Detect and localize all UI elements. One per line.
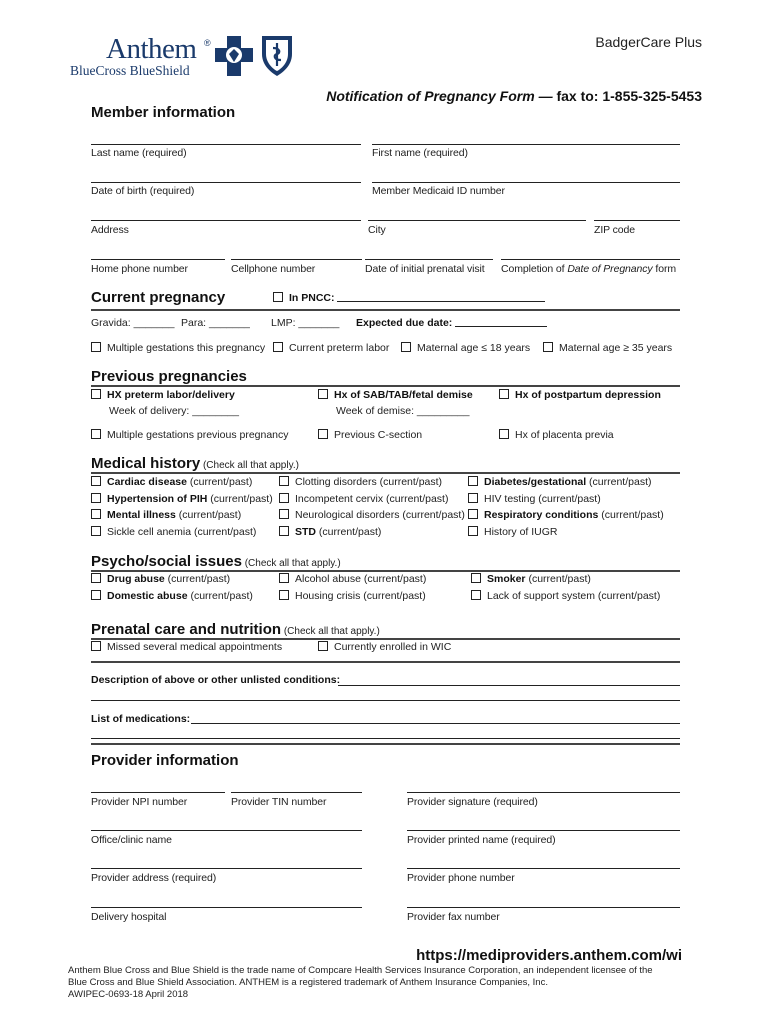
checkbox[interactable] — [91, 573, 101, 583]
checkbox[interactable] — [468, 476, 478, 486]
medical-option[interactable] — [468, 526, 558, 538]
medications-field[interactable] — [191, 723, 680, 724]
tin-field[interactable] — [231, 792, 362, 793]
option-label: Multiple gestations previous pregnancy — [107, 429, 289, 441]
option-label: (current/past) — [598, 509, 664, 521]
zip-label: ZIP code — [594, 224, 636, 236]
preterm-labor-option[interactable] — [273, 342, 389, 354]
anthem-logo — [68, 30, 308, 80]
option-label: Current preterm labor — [289, 342, 390, 354]
medical-history-heading — [91, 455, 299, 472]
option-label: (current/past) — [164, 573, 231, 585]
blue-shield-icon — [258, 32, 296, 78]
option-label: Neurological disorders (current/past) — [295, 509, 465, 521]
current-pregnancy-rule — [91, 309, 680, 311]
medications-field-line2[interactable] — [91, 738, 680, 739]
provider-phone-label: Provider phone number — [407, 872, 515, 884]
completion-pre: Completion of — [501, 263, 568, 275]
npi-label: Provider NPI number — [91, 796, 188, 808]
option-bold: Cardiac disease — [107, 476, 187, 488]
option-label: (current/past) — [186, 476, 253, 488]
option-bold: STD — [295, 526, 316, 538]
cell-phone-label: Cellphone number — [231, 263, 316, 275]
checkbox[interactable] — [318, 389, 328, 399]
checkbox[interactable] — [91, 389, 101, 399]
prenatal-rule — [91, 638, 680, 640]
form-title — [326, 88, 702, 104]
option-label: HX preterm labor/delivery — [107, 389, 235, 401]
signature-field[interactable] — [407, 792, 680, 793]
medications-label: List of medications: — [91, 713, 191, 725]
option-label: Sickle cell anemia (current/past) — [107, 526, 257, 538]
option-label: HIV testing (current/past) — [484, 493, 601, 505]
checkbox[interactable] — [91, 526, 101, 536]
option-label: Currently enrolled in WIC — [334, 641, 452, 653]
checkbox[interactable] — [91, 493, 101, 503]
option-label: Hx of postpartum depression — [515, 389, 661, 401]
completion-post: form — [652, 263, 677, 275]
option-bold: Respiratory conditions — [484, 509, 599, 521]
option-bold: Domestic abuse — [107, 590, 188, 602]
fax-number: fax to: 1-855-325-5453 — [556, 88, 702, 104]
brand-registered-mark: ® — [204, 38, 211, 48]
in-pncc-row — [273, 292, 545, 304]
medical-option[interactable] — [279, 526, 381, 538]
medical-history-rule — [91, 472, 680, 474]
medical-option[interactable] — [468, 509, 664, 521]
office-label: Office/clinic name — [91, 834, 172, 846]
week-demise-field[interactable]: Week of demise: _________ — [336, 405, 470, 417]
checkbox[interactable] — [91, 641, 101, 651]
placenta-previa-option[interactable] — [499, 429, 614, 441]
checkbox[interactable] — [471, 590, 481, 600]
brand-subtitle: BlueCross BlueShield — [70, 63, 190, 78]
option-label: Lack of support system (current/past) — [487, 590, 661, 602]
multiple-prev-option[interactable] — [91, 429, 289, 441]
option-label: Maternal age ≤ 18 years — [417, 342, 531, 354]
in-pncc-checkbox[interactable] — [273, 292, 283, 302]
delivery-hospital-label: Delivery hospital — [91, 911, 167, 923]
psycho-option[interactable] — [279, 590, 426, 602]
option-bold: Smoker — [487, 573, 526, 585]
option-label: Hx of SAB/TAB/fetal demise — [334, 389, 473, 401]
medical-option[interactable] — [279, 509, 465, 521]
checkbox[interactable] — [318, 641, 328, 651]
city-field[interactable] — [368, 220, 586, 221]
dob-label: Date of birth (required) — [91, 185, 195, 197]
checkbox[interactable] — [499, 429, 509, 439]
prev-csection-option[interactable] — [318, 429, 422, 441]
option-bold: Hypertension of PIH — [107, 493, 208, 505]
week-delivery-field[interactable]: Week of delivery: ________ — [109, 405, 239, 417]
option-label: Maternal age ≥ 35 years — [559, 342, 673, 354]
previous-pregnancies-heading: Previous pregnancies — [91, 368, 247, 385]
initial-visit-label: Date of initial prenatal visit — [365, 263, 485, 275]
option-bold: Diabetes/gestational — [484, 476, 587, 488]
checkbox[interactable] — [279, 590, 289, 600]
brand-name: Anthem — [106, 33, 197, 65]
checkbox[interactable] — [91, 476, 101, 486]
missed-appointments-option[interactable] — [91, 641, 282, 653]
due-date-label: Expected due date: — [356, 317, 453, 329]
hx-preterm-option[interactable] — [91, 389, 235, 401]
medical-option[interactable] — [91, 526, 256, 538]
medical-option[interactable] — [91, 509, 241, 521]
member-information-heading: Member information — [91, 104, 236, 121]
checkbox[interactable] — [279, 476, 289, 486]
psycho-social-rule — [91, 570, 680, 572]
option-label: Housing crisis (current/past) — [295, 590, 426, 602]
due-date-field[interactable] — [455, 317, 547, 327]
psycho-option[interactable] — [91, 590, 253, 602]
option-label: Missed several medical appointments — [107, 641, 283, 653]
hx-sab-option[interactable] — [318, 389, 473, 401]
first-name-field[interactable] — [372, 144, 680, 145]
provider-address-label: Provider address (required) — [91, 872, 217, 884]
completion-date-label — [501, 263, 676, 275]
checkbox[interactable] — [279, 526, 289, 536]
dob-field[interactable] — [91, 182, 361, 183]
option-label: History of IUGR — [484, 526, 558, 538]
checkbox[interactable] — [279, 573, 289, 583]
hx-postpartum-option[interactable] — [499, 389, 661, 401]
option-label: Clotting disorders (current/past) — [295, 476, 443, 488]
home-phone-field[interactable] — [91, 259, 225, 260]
option-label: Alcohol abuse (current/past) — [295, 573, 427, 585]
psycho-social-note: (Check all that apply.) — [241, 558, 341, 569]
checkbox[interactable] — [91, 509, 101, 519]
npi-field[interactable] — [91, 792, 225, 793]
provider-fax-field[interactable] — [407, 907, 680, 908]
city-label: City — [368, 224, 386, 236]
medical-option[interactable] — [468, 493, 601, 505]
delivery-hospital-field[interactable] — [91, 907, 362, 908]
prenatal-heading — [91, 621, 380, 638]
medications-row — [91, 713, 190, 725]
provider-top-rule — [91, 743, 680, 745]
checkbox[interactable] — [91, 429, 101, 439]
checkbox[interactable] — [499, 389, 509, 399]
psycho-social-title: Psycho/social issues — [91, 553, 242, 570]
medicaid-id-label: Member Medicaid ID number — [372, 185, 505, 197]
completion-italic: Date of Pregnancy — [567, 263, 653, 275]
address-field[interactable] — [91, 220, 361, 221]
psycho-option[interactable] — [91, 573, 230, 585]
cell-phone-field[interactable] — [231, 259, 362, 260]
description-row — [91, 674, 340, 686]
last-name-field[interactable] — [91, 144, 361, 145]
form-title-text: Notification of Pregnancy Form — — [326, 88, 557, 104]
option-label: Multiple gestations this pregnancy — [107, 342, 266, 354]
medical-option[interactable] — [91, 476, 252, 488]
medical-history-note: (Check all that apply.) — [200, 460, 299, 471]
in-pncc-label: In PNCC: — [289, 292, 335, 304]
psycho-option[interactable] — [471, 590, 660, 602]
address-label: Address — [91, 224, 129, 236]
checkbox[interactable] — [279, 493, 289, 503]
option-label: Hx of placenta previa — [515, 429, 614, 441]
psycho-social-heading — [91, 553, 341, 570]
completion-date-field[interactable] — [501, 259, 680, 260]
blue-cross-icon — [213, 34, 255, 78]
printed-name-field[interactable] — [407, 830, 680, 831]
current-pregnancy-heading: Current pregnancy — [91, 289, 226, 306]
checkbox[interactable] — [471, 573, 481, 583]
home-phone-label: Home phone number — [91, 263, 188, 275]
footer-code: AWIPEC-0693-18 April 2018 — [68, 989, 189, 1000]
medical-option[interactable] — [91, 493, 273, 505]
checkbox[interactable] — [468, 509, 478, 519]
medical-option[interactable] — [468, 476, 651, 488]
previous-pregnancies-rule — [91, 385, 680, 387]
footer-legal-line2: Blue Cross and Blue Shield Association. ANTHEM is a registered trademark of Anthem Insurance Companies, Inc. — [68, 977, 548, 988]
checkbox[interactable] — [318, 429, 328, 439]
description-field-line2[interactable] — [91, 700, 680, 701]
option-label: (current/past) — [187, 590, 253, 602]
option-label: (current/past) — [316, 526, 382, 538]
first-name-label: First name (required) — [372, 147, 468, 159]
medical-option[interactable] — [279, 493, 448, 505]
description-field[interactable] — [338, 685, 680, 686]
checkbox[interactable] — [91, 342, 101, 352]
description-label: Description of above or other unlisted conditions: — [91, 674, 341, 686]
prenatal-note: (Check all that apply.) — [281, 626, 380, 637]
provider-fax-label: Provider fax number — [407, 911, 500, 923]
option-label: (current/past) — [586, 476, 652, 488]
psycho-option[interactable] — [471, 573, 591, 585]
checkbox[interactable] — [279, 509, 289, 519]
signature-label: Provider signature (required) — [407, 796, 538, 808]
para-field[interactable]: Para: _______ — [181, 317, 250, 329]
lmp-field[interactable]: LMP: _______ — [271, 317, 340, 329]
prenatal-bottom-rule — [91, 661, 680, 663]
medical-history-title: Medical history — [91, 455, 201, 472]
provider-phone-field[interactable] — [407, 868, 680, 869]
tin-label: Provider TIN number — [231, 796, 327, 808]
office-field[interactable] — [91, 830, 362, 831]
due-date-row — [356, 317, 547, 329]
gravida-field[interactable]: Gravida: _______ — [91, 317, 175, 329]
initial-visit-field[interactable] — [365, 259, 493, 260]
checkbox[interactable] — [91, 590, 101, 600]
program-name: BadgerCare Plus — [595, 34, 702, 50]
printed-name-label: Provider printed name (required) — [407, 834, 556, 846]
checkbox[interactable] — [401, 342, 411, 352]
wic-option[interactable] — [318, 641, 451, 653]
footer-url[interactable]: https://mediproviders.anthem.com/wi — [416, 947, 682, 964]
option-label: (current/past) — [207, 493, 273, 505]
option-label: (current/past) — [175, 509, 242, 521]
maternal-age-35-option[interactable] — [543, 342, 672, 354]
checkbox[interactable] — [273, 342, 283, 352]
provider-address-field[interactable] — [91, 868, 362, 869]
medical-option[interactable] — [279, 476, 442, 488]
prenatal-title: Prenatal care and nutrition — [91, 621, 282, 638]
option-label: (current/past) — [525, 573, 591, 585]
in-pncc-field[interactable] — [337, 292, 545, 302]
option-label: Previous C-section — [334, 429, 423, 441]
option-bold: Drug abuse — [107, 573, 165, 585]
checkbox[interactable] — [468, 526, 478, 536]
option-label: Incompetent cervix (current/past) — [295, 493, 449, 505]
multiple-gestations-option[interactable] — [91, 342, 265, 354]
provider-information-heading: Provider information — [91, 752, 239, 769]
zip-field[interactable] — [594, 220, 680, 221]
psycho-option[interactable] — [279, 573, 426, 585]
checkbox[interactable] — [468, 493, 478, 503]
checkbox[interactable] — [543, 342, 553, 352]
medicaid-id-field[interactable] — [372, 182, 680, 183]
footer-legal-line1: Anthem Blue Cross and Blue Shield is the trade name of Compcare Health Services Insurance Corporation, an independent licensee of the — [68, 965, 653, 976]
last-name-label: Last name (required) — [91, 147, 187, 159]
option-bold: Mental illness — [107, 509, 176, 521]
maternal-age-18-option[interactable] — [401, 342, 530, 354]
